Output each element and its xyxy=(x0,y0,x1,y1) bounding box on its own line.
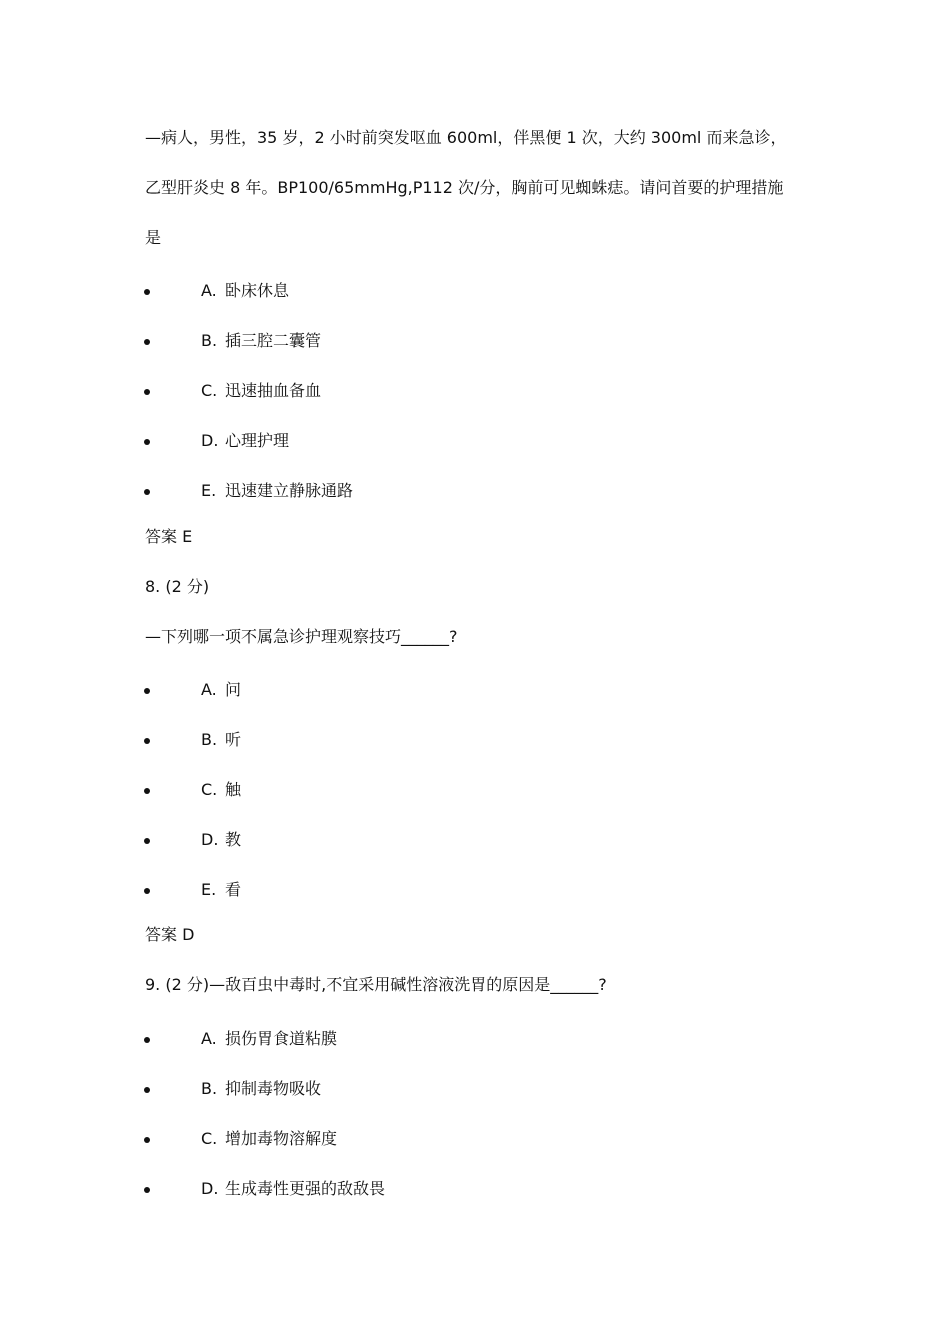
bullet-icon xyxy=(144,439,150,445)
q7-stem-line-1: —病人，男性，35 岁，2 小时前突发呕血 600ml，伴黑便 1 次，大约 300ml 而来急诊， xyxy=(145,128,787,147)
bullet-icon xyxy=(144,1087,150,1093)
q8-header: 8. (2 分) xyxy=(145,577,210,596)
q7-option-c: C. 迅速抽血备血 xyxy=(201,381,322,400)
q7-option-d: D. 心理护理 xyxy=(201,431,290,450)
bullet-icon xyxy=(144,289,150,295)
q8-option-a: A. 问 xyxy=(201,680,242,699)
bullet-icon xyxy=(144,1187,150,1193)
q7-option-a: A. 卧床休息 xyxy=(201,281,290,300)
q8-answer: 答案 D xyxy=(145,925,195,944)
q7-answer: 答案 E xyxy=(145,527,193,546)
bullet-icon xyxy=(144,838,150,844)
bullet-icon xyxy=(144,888,150,894)
q7-stem-line-3: 是 xyxy=(145,228,162,247)
q8-option-b: B. 听 xyxy=(201,730,242,749)
q9-option-a: A. 损伤胃食道粘膜 xyxy=(201,1029,338,1048)
q7-stem-line-2: 乙型肝炎史 8 年。BP100/65mmHg,P112 次/分，胸前可见蜘蛛痣。请问首要的护理措施 xyxy=(145,178,784,197)
q9-option-d: D. 生成毒性更强的敌敌畏 xyxy=(201,1179,386,1198)
bullet-icon xyxy=(144,1137,150,1143)
q8-option-d: D. 教 xyxy=(201,830,242,849)
q7-option-e: E. 迅速建立静脉通路 xyxy=(201,481,354,500)
q8-stem: —下列哪一项不属急诊护理观察技巧______? xyxy=(145,627,458,646)
q7-option-b: B. 插三腔二囊管 xyxy=(201,331,322,350)
bullet-icon xyxy=(144,389,150,395)
q9-stem: 9. (2 分)—敌百虫中毒时,不宜采用碱性溶液洗胃的原因是______? xyxy=(145,975,607,994)
q9-option-c: C. 增加毒物溶解度 xyxy=(201,1129,338,1148)
bullet-icon xyxy=(144,339,150,345)
bullet-icon xyxy=(144,738,150,744)
q8-option-e: E. 看 xyxy=(201,880,242,899)
q8-option-c: C. 触 xyxy=(201,780,242,799)
bullet-icon xyxy=(144,688,150,694)
bullet-icon xyxy=(144,788,150,794)
bullet-icon xyxy=(144,1037,150,1043)
bullet-icon xyxy=(144,489,150,495)
q9-option-b: B. 抑制毒物吸收 xyxy=(201,1079,322,1098)
